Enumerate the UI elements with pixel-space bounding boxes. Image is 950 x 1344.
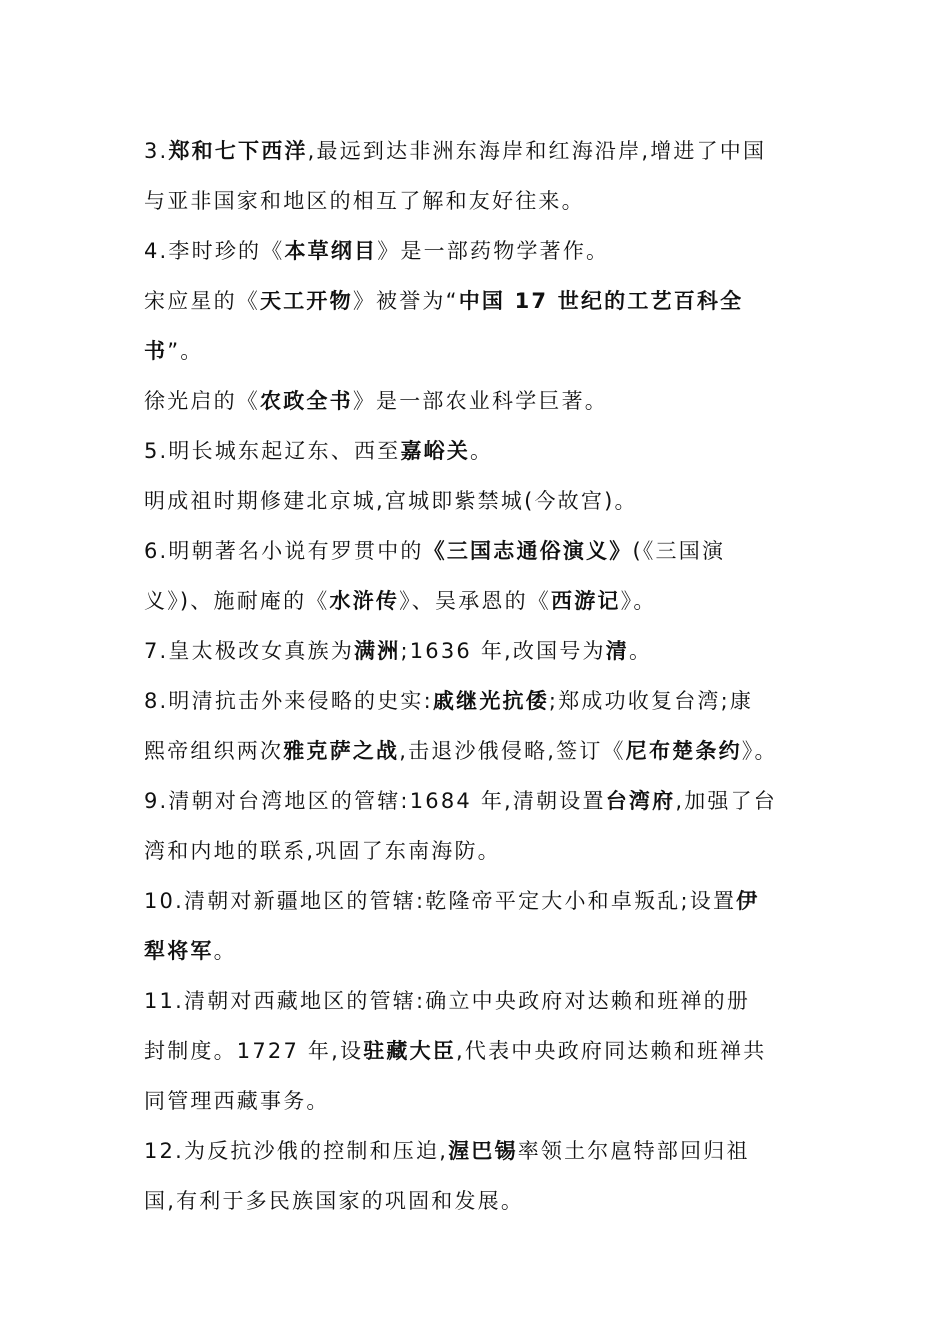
text-line <box>144 976 844 1026</box>
text-line <box>144 1026 844 1076</box>
text-line <box>144 826 844 876</box>
bold-text-run: 西游记 <box>551 589 621 613</box>
text-run: 10.清朝对新疆地区的管辖:乾隆帝平定大小和卓叛乱;设置 <box>144 889 737 913</box>
text-run: 4.李时珍的《 <box>144 239 285 263</box>
text-run: ,击退沙俄侵略,签订《 <box>399 739 626 763</box>
text-run: 封制度。1727 年,设 <box>144 1039 364 1063</box>
text-run: 与亚非国家和地区的相互了解和友好往来。 <box>144 189 585 213</box>
bold-text-run: 犁将军 <box>144 939 214 963</box>
text-line <box>144 526 844 576</box>
text-line <box>144 876 844 926</box>
bold-text-run: 水浒传 <box>329 589 400 613</box>
text-run: 8.明清抗击外来侵略的史实: <box>144 689 433 713</box>
text-run: ,加强了台 <box>675 789 778 813</box>
text-run: (《三国演 <box>632 539 726 563</box>
bold-text-run: 驻藏大臣 <box>363 1039 457 1063</box>
text-line <box>144 126 844 176</box>
text-run: ”。 <box>167 339 204 363</box>
bold-text-run: 书 <box>144 339 168 363</box>
text-run: 率领土尔扈特部回归祖 <box>517 1139 750 1163</box>
text-run: 。 <box>470 439 494 463</box>
text-run: 7.皇太极改女真族为 <box>144 639 355 663</box>
text-run: 11.清朝对西藏地区的管辖:确立中央政府对达赖和班禅的册 <box>144 989 751 1013</box>
bold-text-run: 《三国志通俗演义》 <box>423 539 633 563</box>
text-run: ,代表中央政府同达赖和班禅共 <box>456 1039 767 1063</box>
bold-text-run: 满洲 <box>354 639 401 663</box>
text-run: ;郑成功收复台湾;康 <box>548 689 754 713</box>
bold-text-run: 渥巴锡 <box>448 1139 518 1163</box>
text-run: 同管理西藏事务。 <box>144 1089 330 1113</box>
bold-text-run: 台湾府 <box>605 789 676 813</box>
text-run: 》被誉为“ <box>352 289 459 313</box>
text-line <box>144 726 844 776</box>
text-line <box>144 226 844 276</box>
text-run: 明成祖时期修建北京城,宫城即紫禁城(今故宫)。 <box>144 489 638 513</box>
text-line <box>144 676 844 726</box>
text-line <box>144 176 844 226</box>
text-run: 湾和内地的联系,巩固了东南海防。 <box>144 839 501 863</box>
text-run: 》是一部农业科学巨著。 <box>352 389 609 413</box>
text-line <box>144 1126 844 1176</box>
text-run: ;1636 年,改国号为 <box>400 639 606 663</box>
bold-text-run: 雅克萨之战 <box>283 739 400 763</box>
text-run: 宋应星的《 <box>144 289 260 313</box>
text-line <box>144 626 844 676</box>
text-line <box>144 776 844 826</box>
text-line <box>144 326 844 376</box>
text-line <box>144 576 844 626</box>
text-run: 》是一部药物学著作。 <box>377 239 610 263</box>
bold-text-run: 农政全书 <box>260 389 353 413</box>
bold-text-run: 戚继光抗倭 <box>432 689 549 713</box>
text-line <box>144 376 844 426</box>
text-line <box>144 1076 844 1126</box>
text-run: 9.清朝对台湾地区的管辖:1684 年,清朝设置 <box>144 789 606 813</box>
text-run: ,最远到达非洲东海岸和红海沿岸,增进了中国 <box>307 139 767 163</box>
text-run: 》。 <box>620 589 657 613</box>
text-run: 》、吴承恩的《 <box>399 589 552 613</box>
text-run: 。 <box>213 939 237 963</box>
text-line <box>144 1176 844 1226</box>
text-run: 国,有利于多民族国家的巩固和发展。 <box>144 1189 525 1213</box>
text-run: 5.明长城东起辽东、西至 <box>144 439 401 463</box>
text-line <box>144 926 844 976</box>
bold-text-run: 天工开物 <box>260 289 353 313</box>
text-run: 徐光启的《 <box>144 389 260 413</box>
bold-text-run: 嘉峪关 <box>400 439 471 463</box>
text-run: 6.明朝著名小说有罗贯中的 <box>144 539 424 563</box>
bold-text-run: 郑和七下西洋 <box>168 139 308 163</box>
bold-text-run: 尼布楚条约 <box>625 739 742 763</box>
document-body <box>144 126 844 1226</box>
text-run: 义》)、施耐庵的《 <box>144 589 330 613</box>
bold-text-run: 伊 <box>736 889 760 913</box>
text-run: 熙帝组织两次 <box>144 739 284 763</box>
text-run: 3. <box>144 139 169 163</box>
text-line <box>144 426 844 476</box>
text-run: 。 <box>628 639 653 663</box>
text-line <box>144 476 844 526</box>
text-run: 12.为反抗沙俄的控制和压迫, <box>144 1139 449 1163</box>
bold-text-run: 清 <box>605 639 629 663</box>
bold-text-run: 本草纲目 <box>284 239 378 263</box>
text-run: 》。 <box>741 739 778 763</box>
bold-text-run: 中国 17 世纪的工艺百科全 <box>458 289 744 313</box>
text-line <box>144 276 844 326</box>
